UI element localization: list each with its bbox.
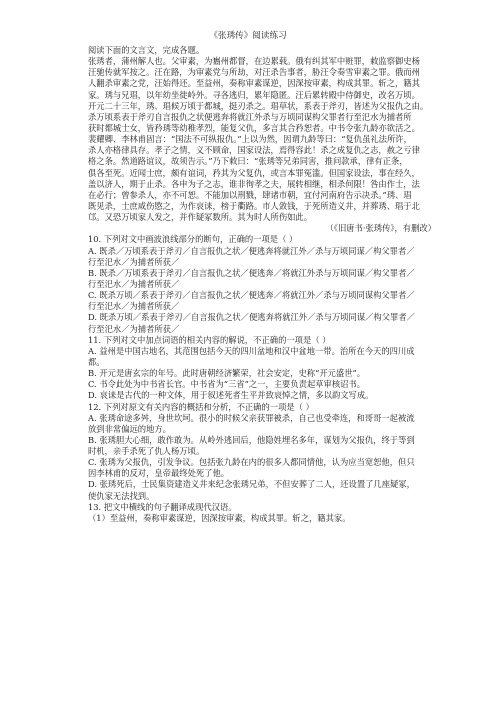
text-line: 使仇家无法找到。	[88, 490, 155, 501]
text-line: 都。	[88, 356, 105, 367]
text-line: A. 张琇命途多舛，身世坎坷。很小的时候父亲获罪被杀，自己也受牵连，和哥哥一起被流	[88, 412, 415, 423]
text-line: D. 哀诔是古代的一种文体，用于叙述死者生平并致哀悼之情，多以韵文写成。	[88, 390, 374, 401]
text-line: 张琇者，蒲州解人也。父审素，为巂州都督，在边累载。俄有纠其军中赃罪，敕监察御史杨	[88, 56, 420, 67]
text-line: 放到非常偏远的地方。	[88, 423, 171, 434]
text-line: 杀万顷系表于斧刃自言报仇之状便逃奔将就江外杀与万顷同谋构父罪者行至汜水为捕者所	[88, 111, 412, 122]
text-line: 时机，亲手杀死了仇人杨万顷。	[88, 446, 205, 457]
text-line: C. 既杀万顷／系表于斧刃／自言报仇之状／便逃奔／将就江外／杀与万顷同谋构父罪者／	[88, 290, 415, 301]
text-line: 格之条。然道路谊议，故须告示。”乃下敕曰：“张琇等兄弟同害，推问款承，律有正条，	[88, 156, 408, 167]
text-line: 行至汜水／为捕者所获／	[88, 278, 180, 289]
text-line: 在必行；曾参杀人，亦不可恕。不能加以刑戮，肆诸市朝，宜付河南府告示决杀。”琇、琩	[88, 189, 412, 200]
text-line: 汪驰传就军按之。汪在路，为审素党与所劫，对汪杀告事者，胁汪令奏雪审素之罪。俄而州	[88, 67, 420, 78]
text-line: 邙。又恐万顷家人发之，并作疑冢数所。其为时人所伤如此。	[88, 212, 313, 223]
text-line: 阅读下面的文言文，完成各题。	[88, 45, 205, 55]
text-line: B. 张琇胆大心细，敢作敢为。从岭外逃回后，他隐姓埋名多年，谋划为父报仇，终于等到	[88, 434, 415, 445]
text-line: 俱各至死。近闻士庶，颇有谊词，矜其为父复仇，或言本罪冤滥。但国家设法，事在经久，	[88, 167, 420, 178]
text-line: 11. 下列对文中加点词语的相关内容的解说，不正确的一项是（ ）	[88, 334, 331, 345]
text-line: 因李林甫的反对，皇帝最终处死了他。	[88, 468, 230, 479]
text-line: C. 张琇为父报仇，引发争议。包括张九龄在内的很多人都同情他，认为应当宽恕他，但只	[88, 457, 415, 468]
text-line: D. 既杀万顷／系表于斧刃／自言报仇之状／便逃奔将就江外／杀与万顷同谋／构父罪者／	[88, 312, 415, 323]
page-title: 《张琇传》阅读练习	[209, 31, 287, 41]
text-line: C. 书令此处为中书省长官。中书省为“三省”之一，主要负责起草审核诏书。	[88, 379, 366, 390]
text-line: 开元二十三年，琇、琩候万顷于都城，挺刃杀之。琩草状，系表于斧刃，皆述为父报仇之由。	[88, 100, 429, 111]
text-line: 杀人亦格律具存。孝子之情，义不顾命，国家设法，焉得容此！杀之成复仇之志，赦之亏律	[88, 145, 420, 156]
source-citation: （《旧唐书·张琇传》，有删改）	[325, 223, 436, 234]
text-line: 既见杀，士庶咸伤愍之，为作哀诔，榜于衢路。市人敛钱，于死所造义井，并葬琇、琩于北	[88, 200, 420, 211]
text-line: A. 既杀／万顷系表于斧刃／自言报仇之状／便逃奔将就江外／杀与万顷同谋／构父罪者／	[88, 245, 415, 256]
text-line: 裴耀卿、李林甫固言：“国法不可纵报仇。”上以为然，因谓九龄等曰：“复仇虽礼法所许，	[88, 134, 412, 145]
text-line: D. 张琇死后，士民集资建造义井来纪念张琇兄弟，不但安葬了二人，还设置了几座疑冢，	[88, 479, 415, 490]
text-line: 盖以济人，期于止杀。各申为子之志，谁非徇孝之夫，展转相继，相杀何限！咎由作士，法	[88, 178, 420, 189]
text-line: 13. 把文中横线的句子翻译成现代汉语。	[88, 501, 237, 512]
text-line: （1）至益州，奏称审素谋逆，因深按审素，构成其罪。斩之，籍其家。	[88, 512, 351, 523]
text-line: A. 益州是中国古地名，其范围包括今天的四川盆地和汉中盆地一带。治所在今天的四川成	[88, 345, 415, 356]
text-line: 家。琇与兄琩，以年幼坐徙岭外。寻各逃归，累年隐匿。汪后累转殿中侍御史，改名万顷。	[88, 89, 420, 100]
text-line: 10. 下列对文中画波浪线部分的断句，正确的一项是（ ）	[88, 234, 298, 245]
text-line: 人翻杀审素之党，汪始得还。至益州，奏称审素谋逆，因深按审素，构成其罪。斩之，籍其	[88, 78, 420, 89]
text-line: 12. 下列对原文有关内容的概括和分析，不正确的一项是（ ）	[88, 401, 314, 412]
text-line: B. 既杀／万顷系表于斧刃／自言报仇之状／便逃奔／将就江外杀与万顷同谋／构父罪者／	[88, 267, 415, 278]
document-body	[88, 45, 436, 524]
text-line: 行至汜水／为捕者所获／	[88, 323, 180, 334]
text-line: 行至汜水／为捕者所获／	[88, 301, 180, 312]
text-line: 行至汜水／为捕者所获／	[88, 256, 180, 267]
text-line: B. 开元是唐玄宗的年号。此时唐朝经济繁荣，社会安定，史称“开元盛世”。	[88, 368, 366, 379]
text-line: 获时都城士女，皆矜琇等幼稚孝烈，能复父仇，多言其合矜恕者。中书令张九龄亦欲活之。	[88, 122, 420, 133]
